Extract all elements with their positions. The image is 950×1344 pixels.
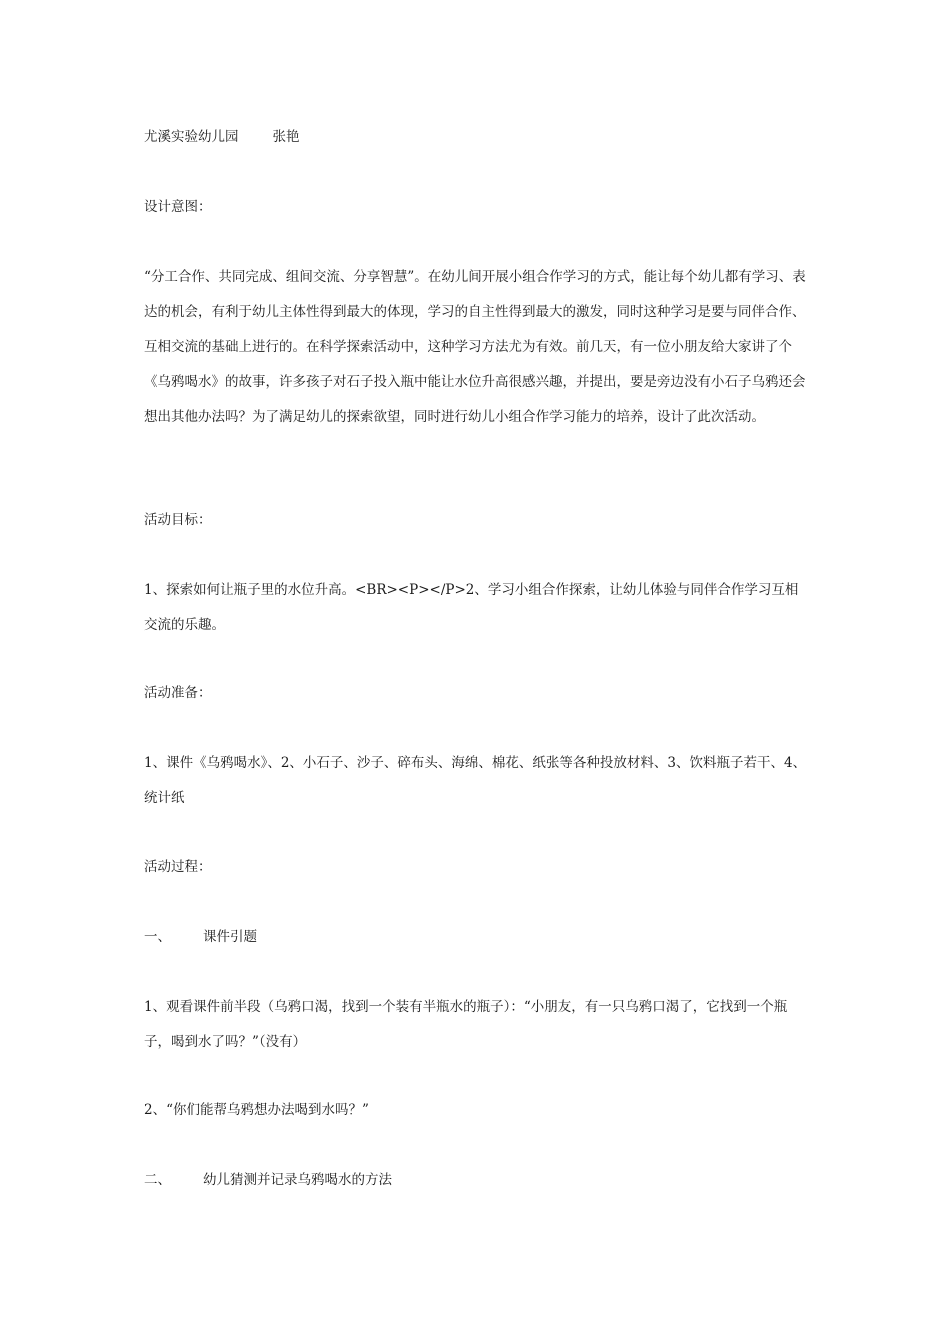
goals-paragraph: 1、探索如何让瓶子里的水位升高。<BR><P></P>2、学习小组合作探索，让幼儿体验与同伴合作学习互相交流的乐趣。 (144, 582, 799, 633)
section-1-heading (144, 920, 809, 955)
section-1-number: 一、 (144, 929, 171, 945)
author-line (144, 120, 809, 155)
step-1-paragraph: 1、观看课件前半段（乌鸦口渴，找到一个装有半瓶水的瓶子）：“小朋友，有一只乌鸦口渴了，它找到一个瓶子，喝到水了吗？”（没有） (144, 999, 788, 1050)
section-2-heading (144, 1163, 809, 1198)
process-heading: 活动过程： (144, 859, 212, 875)
section-1-title: 课件引题 (203, 929, 257, 945)
section-2-number: 二、 (144, 1172, 171, 1188)
goals-heading: 活动目标： (144, 512, 212, 528)
teacher-name: 张艳 (272, 129, 300, 145)
design-intent-heading: 设计意图： (144, 199, 212, 215)
section-2-title: 幼儿猜测并记录乌鸦喝水的方法 (203, 1172, 392, 1188)
design-intent-paragraph: “分工合作、共同完成、组间交流、分享智慧”。在幼儿间开展小组合作学习的方式，能让每个幼儿都有学习、表达的机会，有利于幼儿主体性得到最大的体现，学习的自主性得到最大的激发，同时这种学习是要与同伴合作、互相交流的基础上进行的。在科学探索活动中，这种学习方法尤为有效。前几天，有一位小朋友给大家讲了个《乌鸦喝水》的故事，许多孩子对石子投入瓶中能让水位升高很感兴趣，并提出，要是旁边没有小石子乌鸦还会想出其他办法吗？为了满足幼儿的探索欲望，同时进行幼儿小组合作学习能力的培养，设计了此次活动。 (144, 269, 806, 425)
preparation-heading: 活动准备： (144, 685, 212, 701)
preparation-paragraph: 1、课件《乌鸦喝水》、2、小石子、沙子、碎布头、海绵、棉花、纸张等各种投放材料、3、饮料瓶子若干、4、统计纸 (144, 755, 807, 806)
school-name: 尤溪实验幼儿园 (144, 129, 239, 145)
step-2-paragraph: 2、“你们能帮乌鸦想办法喝到水吗？” (144, 1102, 369, 1118)
